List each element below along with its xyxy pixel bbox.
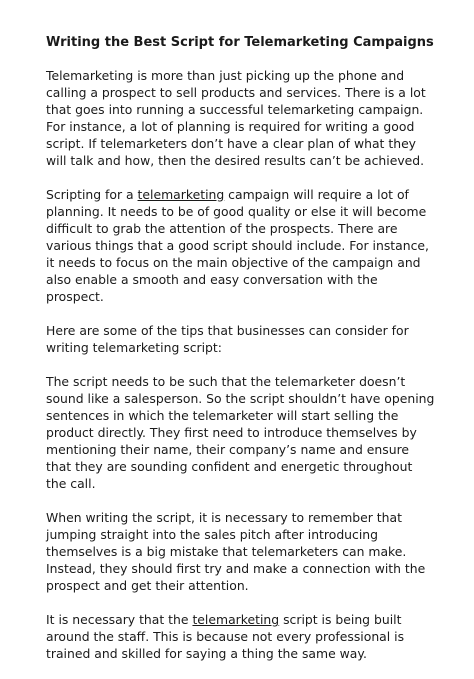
text-line: Instead, they should first try and make a connection with the [46,561,426,576]
paragraph-intro [46,67,446,169]
text-line: the call. [46,476,96,491]
text-line: prospect and get their attention. [46,578,249,593]
text-line [46,611,446,628]
text-line: difficult to grab the attention of the prospects. There are [46,221,398,236]
text-line: jumping straight into the sales pitch after introducing [46,527,379,542]
text-line [46,186,446,203]
document-page [46,34,446,679]
text-line: script. If telemarketers don’t have a clear plan of what they [46,136,417,151]
text-line: Telemarketing is more than just picking up the phone and [46,68,405,83]
text-segment: campaign will require a lot of [224,187,409,202]
paragraph-scripting [46,186,446,305]
paragraph-tip-salesperson [46,373,446,492]
paragraph-tips-intro [46,322,446,356]
text-line: writing telemarketing script: [46,340,222,355]
text-segment: It is necessary that the [46,612,193,627]
text-line: also enable a smooth and easy conversation with the [46,272,378,287]
text-line: Here are some of the tips that businesses can consider for [46,323,409,338]
text-line: When writing the script, it is necessary to remember that [46,510,402,525]
text-line: will talk and how, then the desired results can’t be achieved. [46,153,425,168]
text-line: sound like a salesperson. So the script shouldn’t have opening [46,391,435,406]
telemarketing-link[interactable]: telemarketing [137,187,225,202]
text-line: that they are sounding confident and energetic throughout [46,459,413,474]
text-line: it needs to focus on the main objective of the campaign and [46,255,421,270]
text-line: mentioning their name, their company’s name and ensure [46,442,410,457]
text-line: For instance, a lot of planning is required for writing a good [46,119,415,134]
paragraph-tip-staff [46,611,446,662]
text-line: sentences in which the telemarketer will start selling the [46,408,399,423]
telemarketing-link[interactable]: telemarketing [192,612,280,627]
text-segment: Scripting for a [46,187,138,202]
text-line: The script needs to be such that the telemarketer doesn’t [46,374,406,389]
text-line: trained and skilled for saying a thing the same way. [46,646,367,661]
text-line: planning. It needs to be of good quality or else it will become [46,204,427,219]
text-line: prospect. [46,289,104,304]
text-segment: script is being built [279,612,402,627]
paragraph-tip-connection [46,509,446,594]
document-title: Writing the Best Script for Telemarketing Campaigns [46,35,434,50]
text-line: product directly. They first need to introduce themselves by [46,425,417,440]
text-line: calling a prospect to sell products and services. There is a lot [46,85,426,100]
text-line: various things that a good script should include. For instance, [46,238,429,253]
text-line: themselves is a big mistake that telemarketers can make. [46,544,407,559]
text-line: around the staff. This is because not every professional is [46,629,405,644]
text-line: that goes into running a successful telemarketing campaign. [46,102,424,117]
